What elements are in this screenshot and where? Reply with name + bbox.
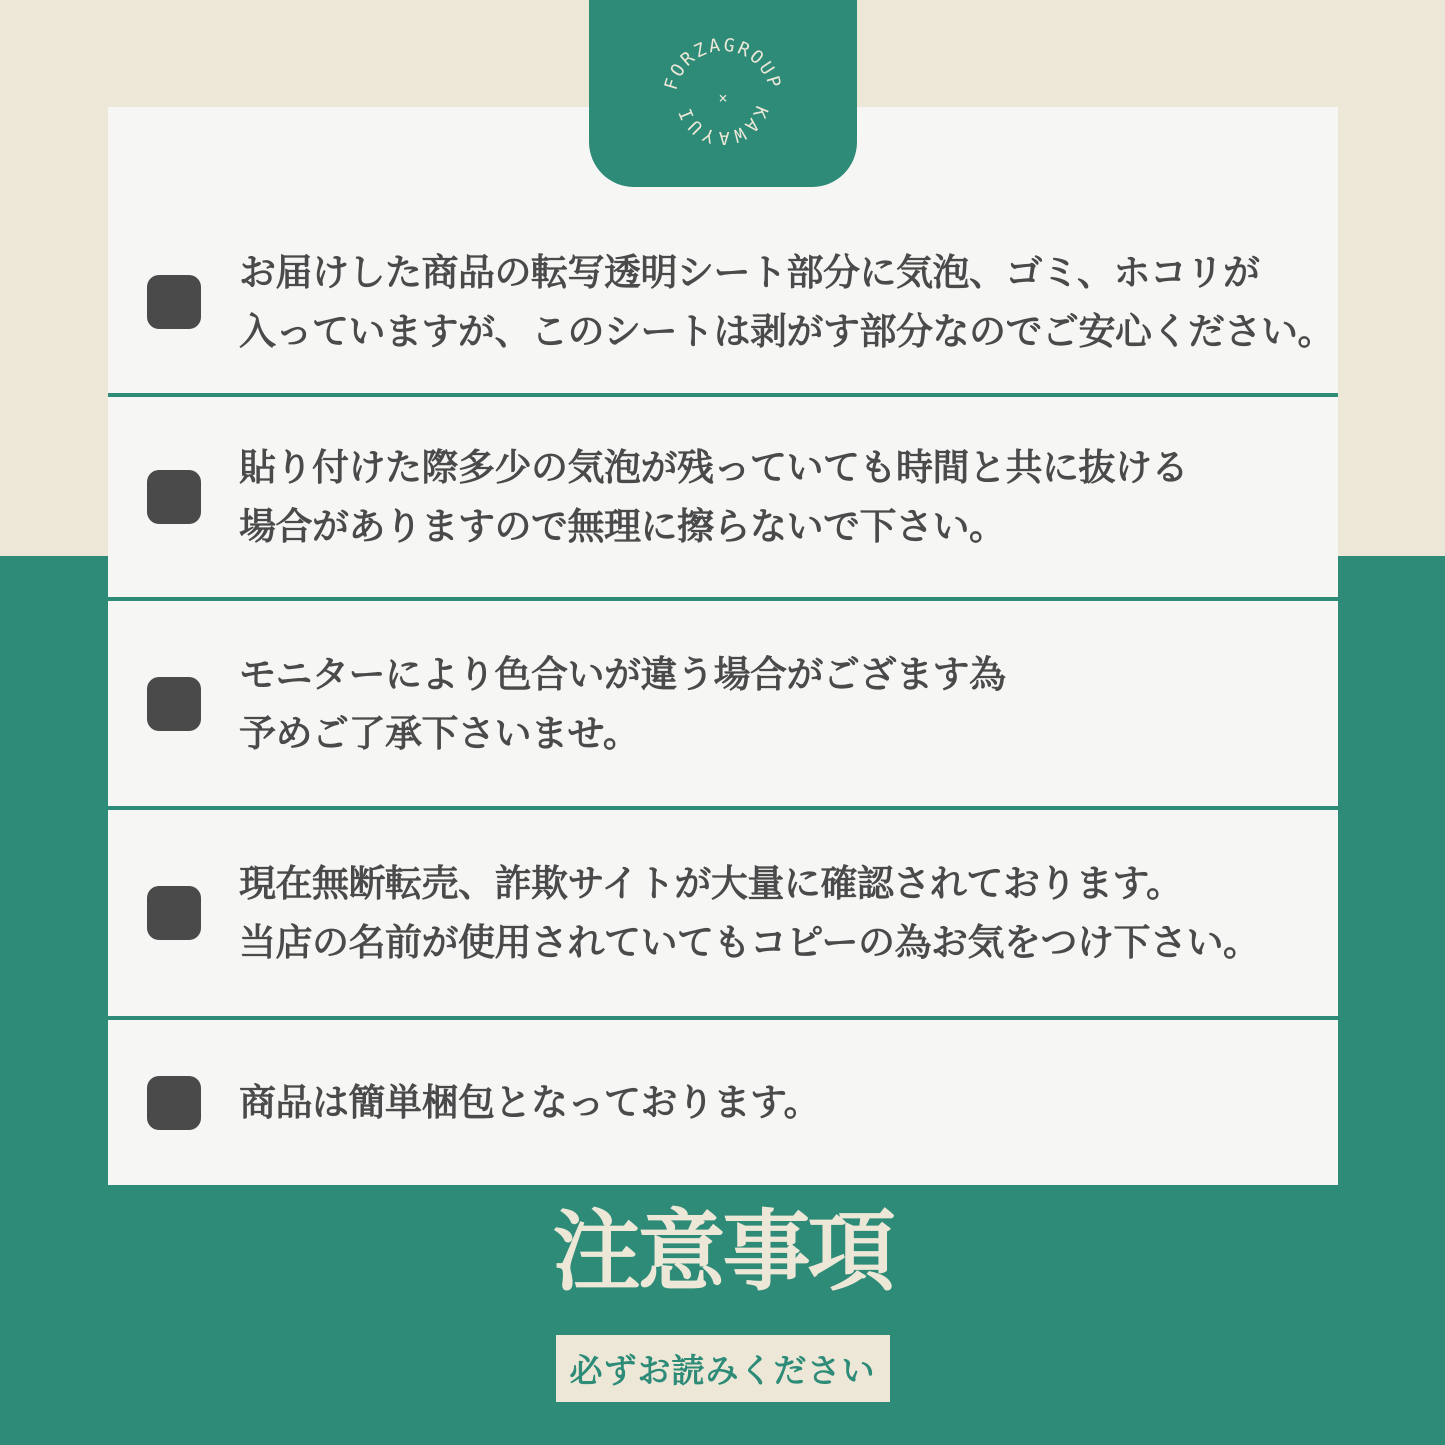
notice-text-line: 場合がありますので無理に擦らないで下さい。 bbox=[239, 506, 1006, 547]
checkbox-icon bbox=[147, 1076, 201, 1130]
checkbox-icon bbox=[147, 677, 201, 731]
brand-arc-top-text: FORZAGROUP bbox=[660, 34, 785, 93]
notice-text bbox=[239, 645, 1006, 763]
notice-text-line: 当店の名前が使用されていてもコピーの為お気をつけ下さい。 bbox=[239, 922, 1260, 963]
notice-text-line: 現在無断転売、詐欺サイトが大量に確認されております。 bbox=[239, 863, 1183, 904]
notice-text bbox=[239, 1073, 820, 1132]
notice-text bbox=[239, 243, 1334, 361]
brand-badge bbox=[589, 0, 857, 187]
checkbox-icon bbox=[147, 886, 201, 940]
notice-text-line: 貼り付けた際多少の気泡が残っていても時間と共に抜ける bbox=[239, 447, 1188, 488]
notice-text-line: 入っていますが、このシートは剥がす部分なのでご安心ください。 bbox=[239, 311, 1334, 352]
notice-row bbox=[108, 810, 1338, 1016]
notice-row bbox=[108, 397, 1338, 597]
checkbox-icon bbox=[147, 470, 201, 524]
notice-text bbox=[239, 438, 1188, 556]
notice-row bbox=[108, 601, 1338, 806]
brand-x-mark: × bbox=[717, 89, 728, 107]
notice-text-line: 商品は簡単梱包となっております。 bbox=[239, 1082, 821, 1123]
must-read-label-text: 必ずお読みください bbox=[569, 1352, 876, 1389]
notice-panel bbox=[108, 107, 1338, 1185]
notice-text-line: 予めご了承下さいませ。 bbox=[239, 712, 640, 754]
brand-arc-bottom-text: KAWAYUI bbox=[673, 102, 772, 148]
must-read-label bbox=[556, 1335, 890, 1402]
brand-logo-circle bbox=[589, 0, 857, 187]
svg-text:FORZAGROUP bbox=[660, 35, 785, 93]
notice-text bbox=[239, 854, 1260, 972]
caution-title: 注意事項 bbox=[552, 1202, 893, 1301]
notice-row bbox=[108, 1020, 1338, 1185]
checkbox-icon bbox=[147, 275, 201, 329]
notice-text-line: モニターにより色合いが違う場合がござます為 bbox=[239, 653, 1006, 695]
svg-text:KAWAYUI bbox=[674, 103, 772, 148]
notice-text-line: お届けした商品の転写透明シート部分に気泡、ゴミ、ホコリが bbox=[239, 252, 1260, 293]
